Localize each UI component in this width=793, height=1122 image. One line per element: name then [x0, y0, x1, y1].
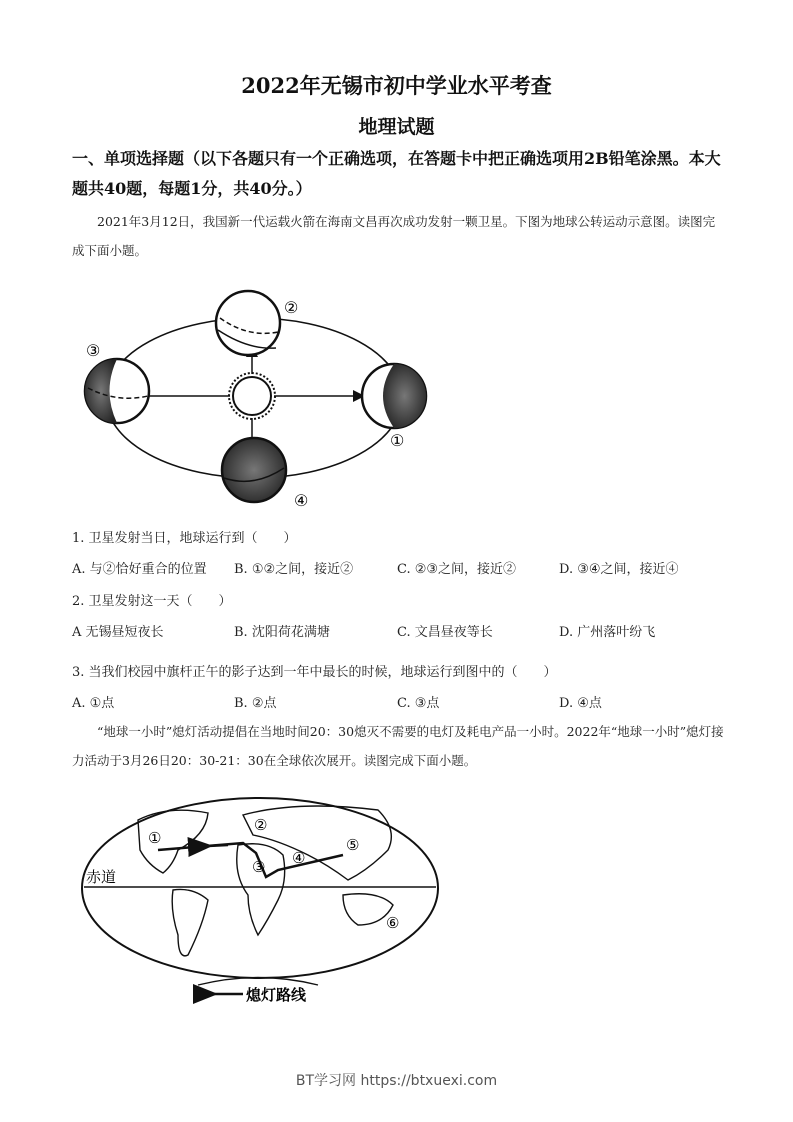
q3-option-c[interactable]: C. ③点 [397, 696, 440, 711]
question-1-stem: 1. 卫星发射当日，地球运行到（ ） [72, 531, 297, 546]
legend [213, 986, 307, 1004]
svg-text:⑥: ⑥ [386, 914, 400, 932]
sun-icon [229, 373, 275, 419]
svg-text:④: ④ [294, 491, 309, 510]
svg-text:熄灯路线: 熄灯路线 [246, 986, 307, 1004]
q2-option-a[interactable]: A 无锡昼短夜长 [72, 625, 164, 640]
svg-text:④: ④ [292, 849, 306, 867]
q1-option-c[interactable]: C. ②③之间，接近② [397, 562, 517, 577]
q3-option-a[interactable]: A. ①点 [72, 696, 115, 711]
svg-text:③: ③ [86, 341, 101, 360]
q3-option-d[interactable]: D. ④点 [559, 696, 602, 711]
section-heading: 一、单项选择题（以下各题只有一个正确选项，在答题卡中把正确选项用2B铅笔涂黑。本大题共40题，每题1分，共40分。） [72, 149, 721, 198]
svg-text:①: ① [148, 829, 162, 847]
question-3-stem: 3. 当我们校园中旗杆正午的影子达到一年中最长的时候，地球运行到图中的（ ） [72, 665, 557, 680]
q2-option-d[interactable]: D. 广州落叶纷飞 [559, 625, 656, 640]
q2-option-c[interactable]: C. 文昌昼夜等长 [397, 625, 493, 640]
earth-position-4 [222, 438, 286, 502]
svg-text:⑤: ⑤ [346, 836, 360, 854]
question-2-stem: 2. 卫星发射这一天（ ） [72, 594, 232, 609]
footer-watermark: BT学习网 https://btxuexi.com [295, 1073, 498, 1089]
earth-position-2 [216, 291, 280, 355]
earth-position-3 [85, 359, 149, 423]
world-map-lights-out-route [78, 795, 443, 1010]
exam-subtitle: 地理试题 [358, 116, 435, 138]
svg-text:②: ② [284, 298, 299, 317]
passage-1: 2021年3月12日，我国新一代运载火箭在海南文昌再次成功发射一颗卫星。下图为地球公转运动示意图。读图完成下面小题。 [72, 214, 716, 258]
svg-text:赤道: 赤道 [86, 868, 117, 886]
q2-option-b[interactable]: B. 沈阳荷花满塘 [234, 625, 330, 640]
earth-revolution-diagram [72, 288, 432, 513]
passage-2: “地球一小时”熄灯活动提倡在当地时间20：30熄灭不需要的电灯及耗电产品一小时。2022年“地球一小时”熄灯接力活动于3月26日20：30-21：30在全球依次展开。读图完成下面小题。 [72, 724, 724, 768]
q1-option-a[interactable]: A. 与②恰好重合的位置 [72, 562, 207, 577]
q1-option-d[interactable]: D. ③④之间，接近④ [559, 562, 679, 577]
svg-text:①: ① [390, 431, 405, 450]
svg-text:②: ② [254, 816, 268, 834]
q3-option-b[interactable]: B. ②点 [234, 696, 277, 711]
q1-option-b[interactable]: B. ①②之间，接近② [234, 562, 354, 577]
earth-position-1 [362, 364, 426, 428]
svg-text:③: ③ [252, 858, 266, 876]
exam-title: 2022年无锡市初中学业水平考查 [241, 73, 552, 98]
